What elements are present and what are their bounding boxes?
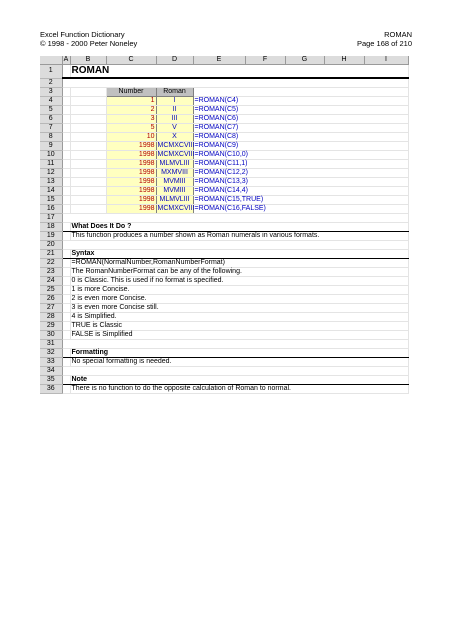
cell[interactable] — [70, 160, 106, 169]
syntax-line[interactable]: 1 is more Concise. — [70, 286, 408, 295]
roman-cell[interactable]: III — [156, 115, 193, 124]
row-number[interactable]: 5 — [40, 106, 62, 115]
number-cell[interactable]: 3 — [106, 115, 156, 124]
column-header-g[interactable]: G — [285, 56, 324, 65]
cell[interactable] — [62, 313, 70, 322]
formula-cell[interactable]: =ROMAN(C13,3) — [193, 178, 408, 187]
cell[interactable] — [62, 142, 70, 151]
roman-cell[interactable]: MLMVLIII — [156, 196, 193, 205]
cell[interactable] — [62, 205, 70, 214]
cell[interactable] — [62, 331, 70, 340]
row-number[interactable]: 23 — [40, 268, 62, 277]
cell[interactable] — [70, 142, 106, 151]
row-number[interactable]: 12 — [40, 169, 62, 178]
sheet-row — [40, 133, 408, 142]
row-number[interactable]: 30 — [40, 331, 62, 340]
sheet-row — [40, 187, 408, 196]
number-cell[interactable]: 1998 — [106, 178, 156, 187]
row-number[interactable]: 7 — [40, 124, 62, 133]
sheet-row — [40, 205, 408, 214]
roman-cell[interactable]: MCMXCVIII — [157, 205, 195, 212]
roman-cell[interactable]: V — [156, 124, 193, 133]
formula-cell[interactable]: =ROMAN(C12,2) — [193, 169, 408, 178]
sheet-row — [40, 65, 408, 79]
number-cell[interactable]: 1998 — [106, 205, 156, 214]
row-number[interactable]: 22 — [40, 259, 62, 268]
copyright-text: © 1998 - 2000 Peter Noneley — [40, 39, 138, 48]
cell[interactable] — [62, 277, 70, 286]
row-number[interactable]: 35 — [40, 376, 62, 385]
roman-cell[interactable]: I — [156, 97, 193, 106]
cell[interactable] — [70, 133, 106, 142]
row-number[interactable]: 28 — [40, 313, 62, 322]
cell[interactable] — [62, 349, 70, 358]
row-number[interactable]: 34 — [40, 367, 62, 376]
sheet-row — [40, 304, 408, 313]
sheet-row — [40, 313, 408, 322]
syntax-line[interactable]: 0 is Classic. This is used if no format is specified. — [70, 277, 408, 286]
row-number[interactable]: 21 — [40, 250, 62, 259]
sheet-title[interactable]: ROMAN — [70, 65, 408, 79]
cell[interactable] — [62, 115, 70, 124]
column-header-h[interactable]: H — [324, 56, 364, 65]
syntax-line[interactable]: =ROMAN(NormalNumber,RomanNumberFormat) — [70, 259, 408, 268]
row-number[interactable]: 20 — [40, 241, 62, 250]
sheet-row — [40, 88, 408, 97]
cell[interactable] — [62, 151, 70, 160]
sheet-row — [40, 295, 408, 304]
page-number: Page 168 of 210 — [356, 39, 412, 48]
sheet-row — [40, 142, 408, 151]
cell[interactable] — [62, 160, 70, 169]
cell[interactable] — [62, 169, 70, 178]
roman-cell[interactable]: II — [156, 106, 193, 115]
formula-cell[interactable]: =ROMAN(C9) — [193, 142, 408, 151]
cell[interactable] — [62, 178, 70, 187]
cell[interactable] — [62, 124, 70, 133]
number-cell[interactable]: 1 — [106, 97, 156, 106]
sheet-row — [40, 97, 408, 106]
cell[interactable] — [62, 232, 70, 241]
cell[interactable] — [62, 304, 70, 313]
sheet-row — [40, 376, 408, 385]
row-number[interactable]: 29 — [40, 322, 62, 331]
formula-cell[interactable]: =ROMAN(C16,FALSE) — [193, 205, 408, 214]
cell[interactable] — [62, 286, 70, 295]
syntax-line[interactable]: 4 is Simplified. — [70, 313, 408, 322]
cell[interactable] — [70, 205, 106, 214]
formula-cell[interactable]: =ROMAN(C5) — [193, 106, 408, 115]
sheet-row — [40, 223, 408, 232]
roman-cell[interactable]: MVMIII — [156, 178, 193, 187]
note-text[interactable]: There is no function to do the opposite calculation of Roman to normal. — [70, 385, 408, 394]
formula-cell[interactable]: =ROMAN(C11,1) — [193, 160, 408, 169]
formula-cell[interactable]: =ROMAN(C15,TRUE) — [193, 196, 408, 205]
roman-cell[interactable]: MXMVIII — [156, 169, 193, 178]
row-number[interactable]: 25 — [40, 286, 62, 295]
spreadsheet-grid — [40, 56, 409, 394]
sheet-row — [40, 286, 408, 295]
sheet-row — [40, 268, 408, 277]
cell[interactable] — [62, 97, 70, 106]
formatting-text[interactable]: No special formatting is needed. — [70, 358, 408, 367]
cell[interactable] — [70, 187, 106, 196]
row-number[interactable]: 1 — [40, 65, 62, 79]
cell[interactable] — [70, 124, 106, 133]
formula-cell[interactable]: =ROMAN(C8) — [193, 133, 408, 142]
sheet-row — [40, 106, 408, 115]
sheet-row — [40, 178, 408, 187]
section-heading-what[interactable]: What Does It Do ? — [70, 223, 408, 232]
row-number[interactable]: 4 — [40, 97, 62, 106]
formula-cell[interactable]: =ROMAN(C14,4) — [193, 187, 408, 196]
document-title: Excel Function Dictionary — [40, 30, 125, 39]
row-number[interactable]: 15 — [40, 196, 62, 205]
sheet-row — [40, 349, 408, 358]
cell[interactable] — [62, 133, 70, 142]
cell[interactable] — [70, 115, 106, 124]
column-header-f[interactable]: F — [245, 56, 285, 65]
cell[interactable] — [62, 65, 70, 79]
cell[interactable] — [62, 196, 70, 205]
column-header-b[interactable]: B — [70, 56, 106, 65]
sheet-row — [40, 259, 408, 268]
cell[interactable] — [70, 106, 106, 115]
cell[interactable] — [62, 78, 408, 88]
number-cell[interactable]: 10 — [106, 133, 156, 142]
sheet-row — [40, 169, 408, 178]
sheet-row — [40, 241, 408, 250]
cell[interactable] — [62, 322, 70, 331]
row-number[interactable]: 18 — [40, 223, 62, 232]
cell[interactable] — [62, 385, 70, 394]
cell[interactable] — [62, 376, 70, 385]
formula-cell[interactable]: =ROMAN(C7) — [193, 124, 408, 133]
roman-cell[interactable]: MCMXCVIII — [157, 151, 195, 158]
column-header-row — [40, 56, 408, 65]
row-number[interactable]: 14 — [40, 187, 62, 196]
cell[interactable] — [62, 250, 70, 259]
number-cell[interactable]: 2 — [106, 106, 156, 115]
cell[interactable] — [62, 367, 408, 376]
column-header-e[interactable]: E — [193, 56, 245, 65]
cell[interactable] — [70, 196, 106, 205]
row-number[interactable]: 2 — [40, 78, 62, 88]
sheet-row — [40, 196, 408, 205]
sheet-row — [40, 358, 408, 367]
document-header-left — [40, 30, 137, 48]
row-number[interactable]: 31 — [40, 340, 62, 349]
section-heading-note[interactable]: Note — [70, 376, 408, 385]
cell[interactable] — [62, 106, 70, 115]
cell[interactable] — [70, 97, 106, 106]
row-number[interactable]: 27 — [40, 304, 62, 313]
cell[interactable] — [62, 295, 70, 304]
row-number[interactable]: 16 — [40, 205, 62, 214]
cell[interactable] — [193, 88, 408, 97]
formula-cell[interactable]: =ROMAN(C4) — [193, 97, 408, 106]
roman-cell[interactable]: MCMXCVIII — [157, 142, 195, 149]
cell[interactable] — [62, 358, 70, 367]
cell[interactable] — [70, 169, 106, 178]
corner-cell[interactable] — [40, 56, 62, 65]
section-heading-syntax[interactable]: Syntax — [70, 250, 408, 259]
cell[interactable] — [70, 178, 106, 187]
sheet-row — [40, 331, 408, 340]
row-number[interactable]: 8 — [40, 133, 62, 142]
number-cell[interactable]: 1998 — [106, 187, 156, 196]
function-name: ROMAN — [384, 30, 412, 39]
row-number[interactable]: 9 — [40, 142, 62, 151]
cell[interactable] — [62, 88, 70, 97]
sheet-row — [40, 78, 408, 88]
document-header-right — [357, 30, 412, 48]
row-number[interactable]: 13 — [40, 178, 62, 187]
cell[interactable] — [62, 268, 70, 277]
cell[interactable] — [62, 223, 70, 232]
syntax-line[interactable]: 2 is even more Concise. — [70, 295, 408, 304]
column-header-a[interactable]: A — [63, 56, 69, 63]
syntax-line[interactable]: FALSE is Simplified — [70, 331, 408, 340]
spreadsheet — [40, 56, 408, 394]
sheet-row — [40, 124, 408, 133]
column-header-c[interactable]: C — [106, 56, 156, 65]
row-number[interactable]: 3 — [40, 88, 62, 97]
row-number[interactable]: 11 — [40, 160, 62, 169]
column-header-i[interactable]: I — [364, 56, 408, 65]
sheet-row — [40, 214, 408, 223]
sheet-row — [40, 160, 408, 169]
sheet-row — [40, 277, 408, 286]
roman-header[interactable]: Roman — [156, 88, 193, 97]
row-number[interactable]: 32 — [40, 349, 62, 358]
number-cell[interactable]: 1998 — [106, 142, 156, 151]
number-cell[interactable]: 5 — [106, 124, 156, 133]
cell[interactable] — [70, 151, 106, 160]
cell[interactable] — [70, 88, 106, 97]
row-number[interactable]: 6 — [40, 115, 62, 124]
sheet-row — [40, 367, 408, 376]
roman-cell[interactable]: MLMVLIII — [156, 160, 193, 169]
cell[interactable] — [62, 241, 408, 250]
row-number[interactable]: 17 — [40, 214, 62, 223]
sheet-row — [40, 115, 408, 124]
description-text[interactable]: This function produces a number shown as Roman numerals in various formats. — [70, 232, 408, 241]
formula-cell[interactable]: =ROMAN(C10,0) — [193, 151, 408, 160]
number-cell[interactable]: 1998 — [106, 196, 156, 205]
row-number[interactable]: 33 — [40, 358, 62, 367]
syntax-line[interactable]: The RomanNumberFormat can be any of the following. — [70, 268, 408, 277]
sheet-row — [40, 250, 408, 259]
cell[interactable] — [62, 187, 70, 196]
formula-cell[interactable]: =ROMAN(C6) — [193, 115, 408, 124]
cell[interactable] — [62, 214, 408, 223]
roman-cell[interactable]: MVMIII — [156, 187, 193, 196]
cell[interactable] — [62, 340, 408, 349]
row-number[interactable]: 36 — [40, 385, 62, 394]
number-cell[interactable]: 1998 — [106, 151, 156, 160]
section-heading-formatting[interactable]: Formatting — [70, 349, 408, 358]
number-header[interactable]: Number — [106, 88, 156, 97]
sheet-row — [40, 151, 408, 160]
number-cell[interactable]: 1998 — [106, 160, 156, 169]
column-header-d[interactable]: D — [156, 56, 193, 65]
number-cell[interactable]: 1998 — [106, 169, 156, 178]
sheet-row — [40, 340, 408, 349]
row-number[interactable]: 19 — [40, 232, 62, 241]
sheet-row — [40, 232, 408, 241]
syntax-line[interactable]: TRUE is Classic — [70, 322, 408, 331]
row-number[interactable]: 24 — [40, 277, 62, 286]
row-number[interactable]: 10 — [40, 151, 62, 160]
syntax-line[interactable]: 3 is even more Concise still. — [70, 304, 408, 313]
roman-cell[interactable]: X — [156, 133, 193, 142]
cell[interactable] — [62, 259, 70, 268]
row-number[interactable]: 26 — [40, 295, 62, 304]
sheet-row — [40, 322, 408, 331]
sheet-row — [40, 385, 408, 394]
